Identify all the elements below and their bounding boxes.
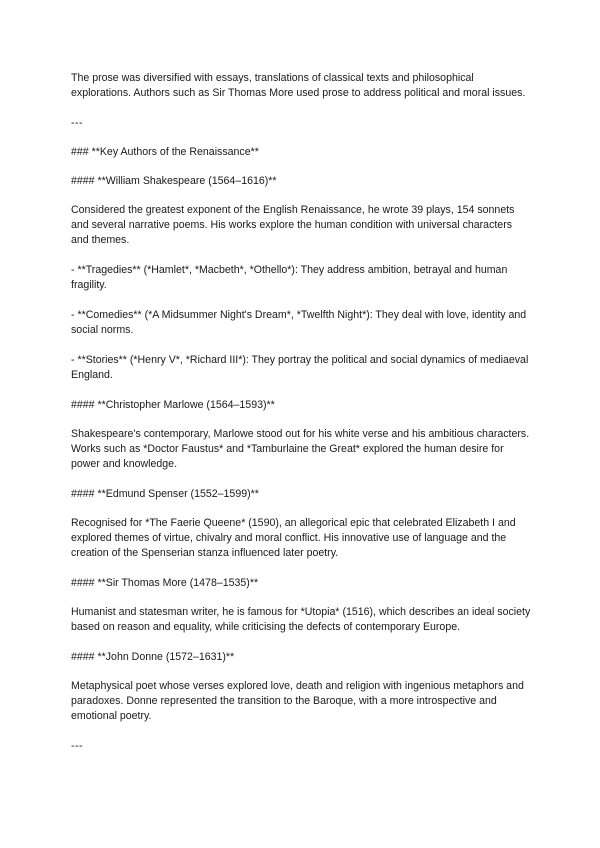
list-item-stories: - **Stories** (*Henry V*, *Richard III*): They portray the political and social dynamics of mediaeval England. [71,354,529,381]
heading-donne: #### **John Donne (1572–1631)** [71,651,235,663]
document-body [71,71,531,768]
paragraph-prose-intro: The prose was diversified with essays, translations of classical texts and philosophical explorations. Authors such as Sir Thomas More used prose to address political and moral issues. [71,72,526,99]
section-divider: --- [71,117,84,129]
heading-marlowe: #### **Christopher Marlowe (1564–1593)** [71,399,275,411]
heading-shakespeare: #### **William Shakespeare (1564–1616)** [71,175,277,187]
paragraph-shakespeare: Considered the greatest exponent of the English Renaissance, he wrote 39 plays, 154 sonnets and several narrative poems. His works explore the human condition with universal characters and themes. [71,204,515,246]
paragraph-spenser: Recognised for *The Faerie Queene* (1590), an allegorical epic that celebrated Elizabeth I and explored themes of virtue, chivalry and moral conflict. His innovative use of language and the creation of the Spenserian stanza influenced later poetry. [71,517,516,559]
heading-key-authors: ### **Key Authors of the Renaissance** [71,146,259,158]
paragraph-donne: Metaphysical poet whose verses explored love, death and religion with ingenious metaphors and paradoxes. Donne represented the transition to the Baroque, with a more introspective and emotional poetry. [71,680,524,722]
list-item-tragedies: - **Tragedies** (*Hamlet*, *Macbeth*, *Othello*): They address ambition, betrayal and human fragility. [71,264,508,291]
heading-spenser: #### **Edmund Spenser (1552–1599)** [71,488,259,500]
heading-more: #### **Sir Thomas More (1478–1535)** [71,577,259,589]
paragraph-marlowe: Shakespeare's contemporary, Marlowe stood out for his white verse and his ambitious characters. Works such as *Doctor Faustus* and *Tamburlaine the Great* explored the human desire for power and knowledge. [71,428,530,470]
section-divider-end: --- [71,740,84,752]
list-item-comedies: - **Comedies** (*A Midsummer Night's Dream*, *Twelfth Night*): They deal with love, identity and social norms. [71,309,527,336]
paragraph-more: Humanist and statesman writer, he is famous for *Utopia* (1516), which describes an ideal society based on reason and equality, while criticising the defects of contemporary Europe. [71,606,531,633]
